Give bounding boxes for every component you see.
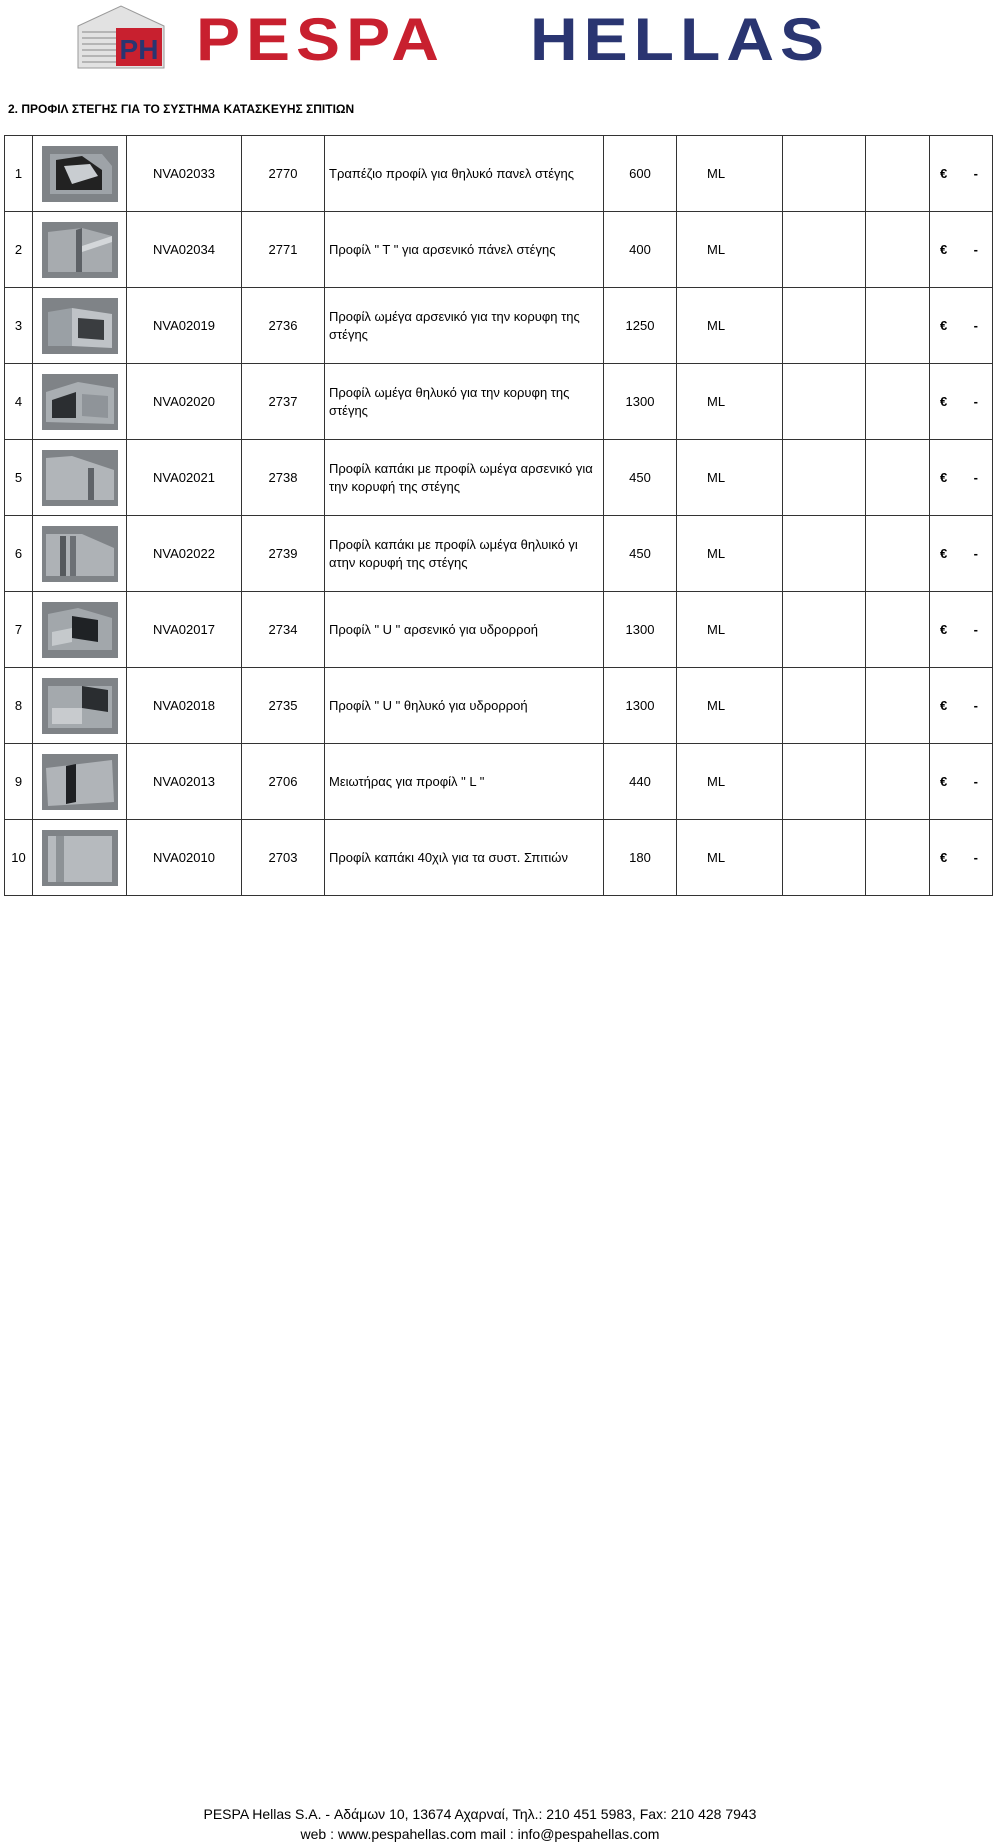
table-row — [5, 440, 993, 516]
product-ref: 2736 — [242, 288, 325, 364]
product-quantity: 600 — [604, 136, 677, 212]
table-row — [5, 288, 993, 364]
product-unit: ML — [677, 744, 783, 820]
price-cell — [930, 668, 993, 744]
currency-symbol: € — [940, 774, 948, 789]
profile-thumbnail-icon — [42, 146, 118, 202]
product-unit: ML — [677, 288, 783, 364]
row-number: 10 — [5, 820, 33, 896]
profile-thumbnail-icon — [42, 678, 118, 734]
product-image-cell — [33, 516, 127, 592]
footer-address: PESPA Hellas S.A. - Αδάμων 10, 13674 Αχαρναί, Τηλ.: 210 451 5983, Fax: 210 428 7943 — [203, 1806, 757, 1822]
price-amount: - — [973, 470, 978, 485]
empty-cell — [866, 516, 930, 592]
currency-symbol: € — [940, 546, 948, 561]
currency-symbol: € — [940, 318, 948, 333]
empty-cell — [783, 516, 866, 592]
product-code: NVA02033 — [127, 136, 242, 212]
price-amount: - — [973, 242, 978, 257]
currency-symbol: € — [940, 698, 948, 713]
product-code: NVA02018 — [127, 668, 242, 744]
product-code: NVA02022 — [127, 516, 242, 592]
product-code: NVA02010 — [127, 820, 242, 896]
price-amount: - — [973, 394, 978, 409]
product-image-cell — [33, 592, 127, 668]
product-unit: ML — [677, 820, 783, 896]
table-row — [5, 820, 993, 896]
profile-thumbnail-icon — [42, 298, 118, 354]
table-row — [5, 136, 993, 212]
product-image-cell — [33, 136, 127, 212]
product-image-cell — [33, 668, 127, 744]
row-number: 7 — [5, 592, 33, 668]
row-number: 1 — [5, 136, 33, 212]
product-description: Προφίλ " U " θηλυκό για υδρορροή — [325, 668, 604, 744]
profile-thumbnail-icon — [42, 526, 118, 582]
table-row — [5, 516, 993, 592]
row-number: 6 — [5, 516, 33, 592]
empty-cell — [783, 364, 866, 440]
logo-word-pespa: PESPA — [196, 4, 445, 73]
product-ref: 2703 — [242, 820, 325, 896]
table-row — [5, 364, 993, 440]
product-unit: ML — [677, 668, 783, 744]
price-cell — [930, 516, 993, 592]
product-unit: ML — [677, 136, 783, 212]
product-unit: ML — [677, 212, 783, 288]
empty-cell — [783, 744, 866, 820]
product-quantity: 1250 — [604, 288, 677, 364]
svg-text:PH: PH — [119, 34, 159, 65]
product-ref: 2734 — [242, 592, 325, 668]
product-code: NVA02013 — [127, 744, 242, 820]
price-cell — [930, 592, 993, 668]
logo-word-hellas: HELLAS — [530, 4, 830, 73]
product-image-cell — [33, 744, 127, 820]
currency-symbol: € — [940, 242, 948, 257]
product-code: NVA02017 — [127, 592, 242, 668]
empty-cell — [866, 440, 930, 516]
product-ref: 2770 — [242, 136, 325, 212]
row-number: 4 — [5, 364, 33, 440]
product-code: NVA02019 — [127, 288, 242, 364]
price-cell — [930, 288, 993, 364]
currency-symbol: € — [940, 470, 948, 485]
currency-symbol: € — [940, 166, 948, 181]
row-number: 3 — [5, 288, 33, 364]
price-cell — [930, 364, 993, 440]
product-ref: 2738 — [242, 440, 325, 516]
price-amount: - — [973, 774, 978, 789]
product-description: Προφίλ ωμέγα αρσενικό για την κορυφη της στέγης — [325, 288, 604, 364]
product-unit: ML — [677, 364, 783, 440]
product-unit: ML — [677, 592, 783, 668]
empty-cell — [783, 136, 866, 212]
product-code: NVA02034 — [127, 212, 242, 288]
profile-thumbnail-icon — [42, 222, 118, 278]
footer-contact: web : www.pespahellas.com mail : info@pespahellas.com — [300, 1826, 660, 1842]
row-number: 5 — [5, 440, 33, 516]
empty-cell — [783, 440, 866, 516]
price-cell — [930, 212, 993, 288]
product-image-cell — [33, 440, 127, 516]
product-quantity: 1300 — [604, 668, 677, 744]
price-amount: - — [973, 318, 978, 333]
profile-thumbnail-icon — [42, 754, 118, 810]
product-quantity: 450 — [604, 516, 677, 592]
price-amount: - — [973, 546, 978, 561]
profile-thumbnail-icon — [42, 830, 118, 886]
table-row — [5, 212, 993, 288]
table-row — [5, 744, 993, 820]
section-title: 2. ΠΡΟΦΙΛ ΣΤΕΓΗΣ ΓΙΑ ΤΟ ΣΥΣΤΗΜΑ ΚΑΤΑΣΚΕΥΗΣ ΣΠΙΤΙΩΝ — [8, 102, 355, 116]
product-description: Τραπέζιο προφίλ για θηλυκό πανελ στέγης — [325, 136, 604, 212]
product-unit: ML — [677, 516, 783, 592]
product-description: Προφίλ ωμέγα θηλυκό για την κορυφη της στέγης — [325, 364, 604, 440]
empty-cell — [866, 592, 930, 668]
empty-cell — [783, 212, 866, 288]
product-ref: 2771 — [242, 212, 325, 288]
price-cell — [930, 440, 993, 516]
empty-cell — [783, 288, 866, 364]
product-quantity: 1300 — [604, 592, 677, 668]
product-image-cell — [33, 364, 127, 440]
row-number: 9 — [5, 744, 33, 820]
product-ref: 2739 — [242, 516, 325, 592]
product-image-cell — [33, 288, 127, 364]
price-amount: - — [973, 850, 978, 865]
price-amount: - — [973, 698, 978, 713]
currency-symbol: € — [940, 850, 948, 865]
product-quantity: 450 — [604, 440, 677, 516]
profile-thumbnail-icon — [42, 450, 118, 506]
product-code: NVA02021 — [127, 440, 242, 516]
product-ref: 2737 — [242, 364, 325, 440]
empty-cell — [866, 288, 930, 364]
currency-symbol: € — [940, 622, 948, 637]
product-description: Προφίλ καπάκι 40χιλ για τα συστ. Σπιτιών — [325, 820, 604, 896]
product-image-cell — [33, 212, 127, 288]
empty-cell — [783, 592, 866, 668]
product-description: Προφίλ " Τ " για αρσενικό πάνελ στέγης — [325, 212, 604, 288]
empty-cell — [783, 668, 866, 744]
price-amount: - — [973, 622, 978, 637]
profile-thumbnail-icon — [42, 374, 118, 430]
product-description: Προφίλ καπάκι με προφίλ ωμέγα θηλυικό γι ατην κορυφή της στέγης — [325, 516, 604, 592]
empty-cell — [866, 820, 930, 896]
product-image-cell — [33, 820, 127, 896]
product-description: Προφίλ καπάκι με προφίλ ωμέγα αρσενικό για την κορυφή της στέγης — [325, 440, 604, 516]
product-quantity: 180 — [604, 820, 677, 896]
empty-cell — [866, 744, 930, 820]
product-description: Μειωτήρας για προφίλ " L " — [325, 744, 604, 820]
profile-thumbnail-icon — [42, 602, 118, 658]
price-cell — [930, 744, 993, 820]
price-cell — [930, 820, 993, 896]
row-number: 2 — [5, 212, 33, 288]
currency-symbol: € — [940, 394, 948, 409]
header — [0, 0, 960, 80]
product-ref: 2706 — [242, 744, 325, 820]
price-amount: - — [973, 166, 978, 181]
empty-cell — [866, 212, 930, 288]
company-logo-icon — [76, 4, 166, 70]
product-quantity: 1300 — [604, 364, 677, 440]
product-description: Προφίλ " U " αρσενικό για υδρορροή — [325, 592, 604, 668]
price-cell — [930, 136, 993, 212]
product-unit: ML — [677, 440, 783, 516]
empty-cell — [866, 668, 930, 744]
table-row — [5, 592, 993, 668]
empty-cell — [783, 820, 866, 896]
product-quantity: 440 — [604, 744, 677, 820]
table-row — [5, 668, 993, 744]
product-table — [4, 135, 993, 896]
empty-cell — [866, 364, 930, 440]
empty-cell — [866, 136, 930, 212]
product-code: NVA02020 — [127, 364, 242, 440]
product-quantity: 400 — [604, 212, 677, 288]
product-ref: 2735 — [242, 668, 325, 744]
row-number: 8 — [5, 668, 33, 744]
